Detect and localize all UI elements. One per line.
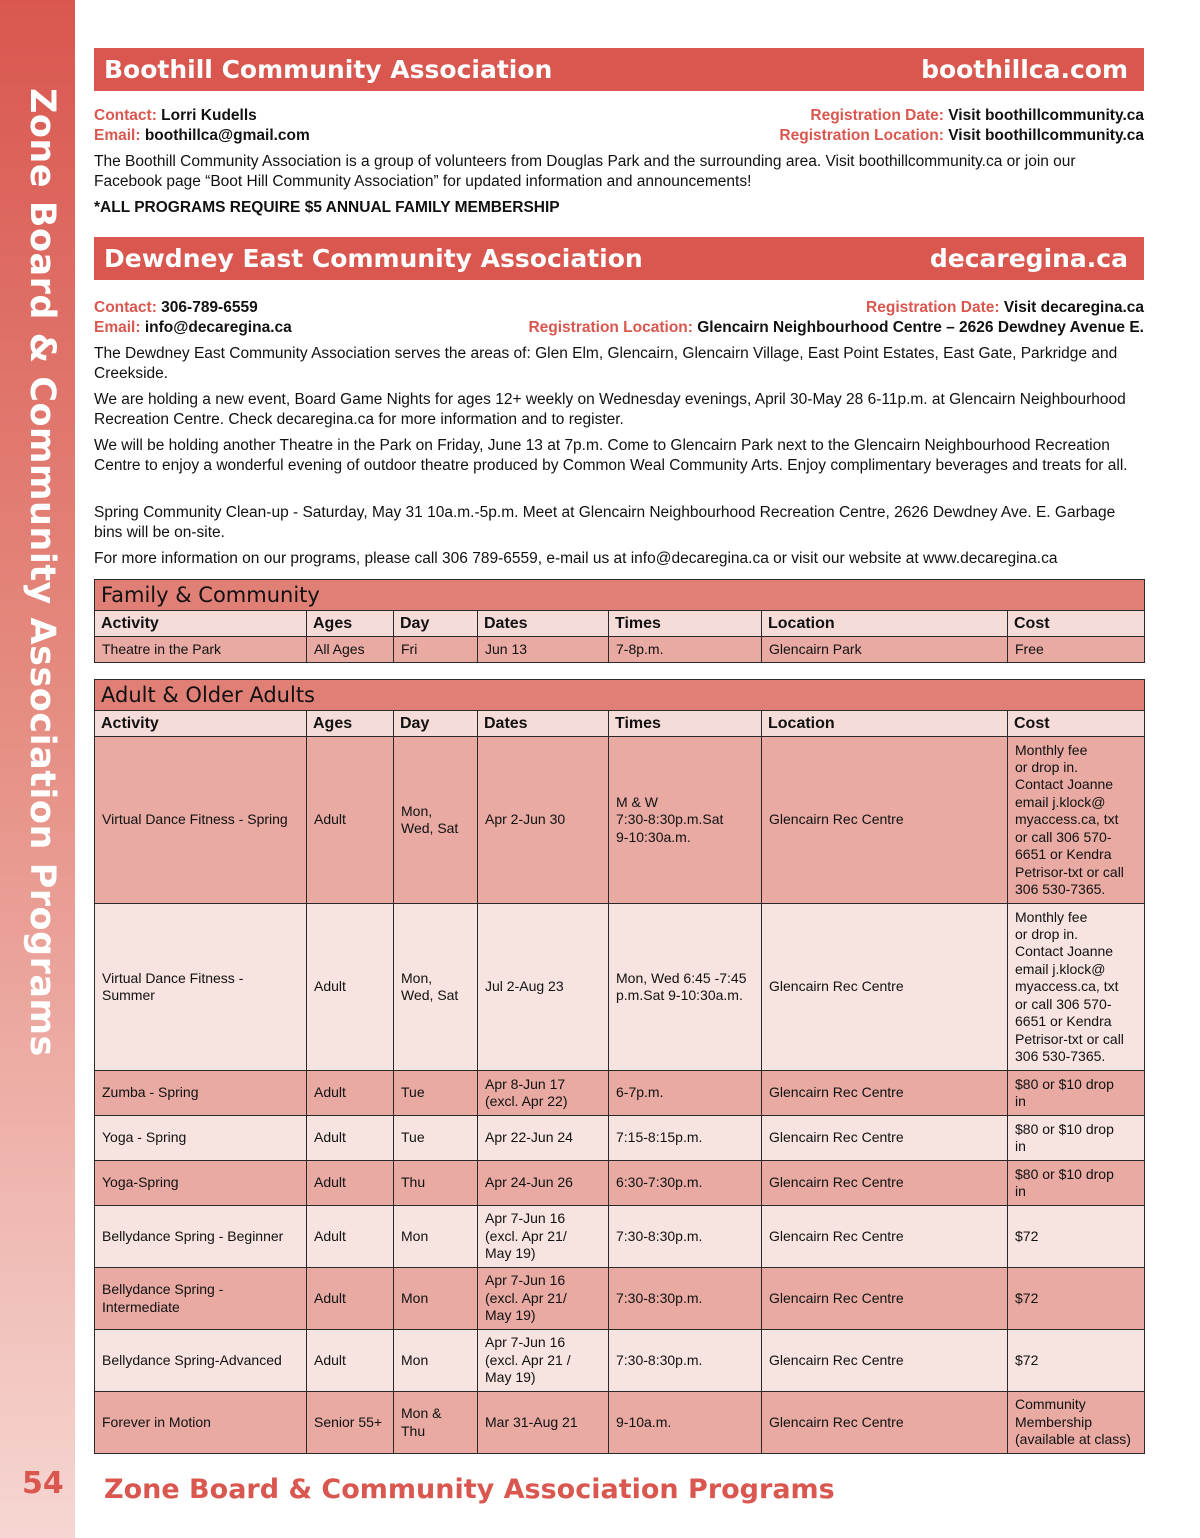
table-row (95, 1330, 1145, 1392)
activity-cell: Virtual Dance Fitness - Spring (95, 737, 307, 904)
dewdney-paragraph: The Dewdney East Community Association serves the areas of: Glen Elm, Glencairn, Glencairn Village, East Point Estates, East Gate, Parkridge and Creekside. (94, 345, 1118, 382)
day-cell: Tue (394, 1071, 478, 1116)
ages-cell: Adult (307, 904, 394, 1071)
times-cell: 6:30-7:30p.m. (609, 1161, 762, 1206)
day-cell: Thu (394, 1161, 478, 1206)
table-row (95, 1071, 1145, 1116)
location-cell: Glencairn Rec Centre (762, 1206, 1008, 1268)
cost-cell: $72 (1008, 1268, 1145, 1330)
day-cell: Mon, Wed, Sat (394, 737, 478, 904)
times-cell: 7-8p.m. (609, 637, 762, 663)
location-cell: Glencairn Rec Centre (762, 1330, 1008, 1392)
activity-cell: Yoga-Spring (95, 1161, 307, 1206)
boothill-membership-note: *ALL PROGRAMS REQUIRE $5 ANNUAL FAMILY MEMBERSHIP (94, 199, 560, 216)
times-cell: 9-10a.m. (609, 1392, 762, 1454)
family-community-table (94, 579, 1145, 663)
location-cell: Glencairn Rec Centre (762, 1071, 1008, 1116)
dewdney-name: Dewdney East Community Association (104, 244, 643, 273)
column-header: Day (394, 611, 478, 637)
dewdney-banner (94, 237, 1144, 280)
activity-cell: Bellydance Spring - Beginner (95, 1206, 307, 1268)
day-cell: Fri (394, 637, 478, 663)
table-category-title: Adult & Older Adults (95, 680, 1145, 711)
ages-cell: Adult (307, 1161, 394, 1206)
location-cell: Glencairn Rec Centre (762, 904, 1008, 1071)
table-row (95, 1206, 1145, 1268)
times-cell: 6-7p.m. (609, 1071, 762, 1116)
adult-older-adults-table (94, 679, 1145, 1454)
reg-date-value: Visit decaregina.ca (1003, 299, 1144, 316)
ages-cell: Adult (307, 1330, 394, 1392)
day-cell: Tue (394, 1116, 478, 1161)
location-cell: Glencairn Rec Centre (762, 1392, 1008, 1454)
day-cell: Mon (394, 1206, 478, 1268)
column-header: Day (394, 711, 478, 737)
contact-label: Contact: (94, 107, 157, 124)
boothill-name: Boothill Community Association (104, 55, 553, 84)
boothill-email-line (94, 126, 1144, 146)
column-header: Times (609, 611, 762, 637)
email-value[interactable]: info@decaregina.ca (144, 319, 292, 336)
dewdney-paragraph: Spring Community Clean-up - Saturday, May 31 10a.m.-5p.m. Meet at Glencairn Neighbourhood Recreation Centre, 2626 Dewdney Ave. E. Garbage bins will be on-site. (94, 504, 1116, 541)
table-row (95, 1392, 1145, 1454)
cost-cell: Free (1008, 637, 1145, 663)
ages-cell: All Ages (307, 637, 394, 663)
location-cell: Glencairn Rec Centre (762, 737, 1008, 904)
times-cell: 7:30-8:30p.m. (609, 1206, 762, 1268)
column-header: Dates (478, 611, 609, 637)
reg-date-value: Visit boothillcommunity.ca (948, 107, 1144, 124)
contact-value: 306-789-6559 (161, 299, 258, 316)
column-header: Times (609, 711, 762, 737)
table-row (95, 1161, 1145, 1206)
ages-cell: Adult (307, 1268, 394, 1330)
cost-cell: $80 or $10 drop in (1008, 1116, 1145, 1161)
cost-cell: Community Membership (available at class) (1008, 1392, 1145, 1454)
dates-cell: Apr 7-Jun 16 (excl. Apr 21/ May 19) (478, 1206, 609, 1268)
activity-cell: Zumba - Spring (95, 1071, 307, 1116)
page-number: 54 (22, 1466, 64, 1501)
column-header: Ages (307, 711, 394, 737)
times-cell: 7:30-8:30p.m. (609, 1330, 762, 1392)
boothill-contact-line (94, 106, 1144, 126)
dates-cell: Apr 7-Jun 16 (excl. Apr 21 / May 19) (478, 1330, 609, 1392)
table-category-title: Family & Community (95, 580, 1145, 611)
times-cell: Mon, Wed 6:45 -7:45 p.m.Sat 9-10:30a.m. (609, 904, 762, 1071)
day-cell: Mon & Thu (394, 1392, 478, 1454)
activity-cell: Bellydance Spring - Intermediate (95, 1268, 307, 1330)
dates-cell: Apr 8-Jun 17 (excl. Apr 22) (478, 1071, 609, 1116)
times-cell: 7:30-8:30p.m. (609, 1268, 762, 1330)
times-cell: 7:15-8:15p.m. (609, 1116, 762, 1161)
cost-cell: $72 (1008, 1206, 1145, 1268)
column-header: Location (762, 611, 1008, 637)
dewdney-paragraph: We will be holding another Theatre in the Park on Friday, June 13 at 7p.m. Come to Glencairn Park next to the Glencairn Neighbourhood Recreation Centre to enjoy a wonderful evening of outdoor theatre produced by Common Weal Community Arts. Enjoy complimentary beverages and treats for all. (94, 437, 1128, 474)
day-cell: Mon, Wed, Sat (394, 904, 478, 1071)
location-cell: Glencairn Park (762, 637, 1008, 663)
reg-location-label: Registration Location: (779, 127, 944, 144)
reg-date-label: Registration Date: (866, 299, 1000, 316)
ages-cell: Adult (307, 1071, 394, 1116)
email-label: Email: (94, 127, 141, 144)
boothill-description: The Boothill Community Association is a group of volunteers from Douglas Park and the surrounding area. Visit boothillcommunity.ca or join our Facebook page “Boot Hill Community Association” for updated information and announcements! (94, 153, 1076, 190)
cost-cell: Monthly fee or drop in. Contact Joanne email j.klock@ myaccess.ca, txt or call 306 570- 6651 or Kendra Petrisor-txt or call 306 530-7365. (1008, 737, 1145, 904)
dewdney-contact-line (94, 298, 1144, 318)
dates-cell: Apr 22-Jun 24 (478, 1116, 609, 1161)
reg-location-label: Registration Location: (528, 319, 693, 336)
ages-cell: Adult (307, 737, 394, 904)
cost-cell: $80 or $10 drop in (1008, 1071, 1145, 1116)
column-header: Activity (95, 711, 307, 737)
column-header: Ages (307, 611, 394, 637)
dates-cell: Apr 2-Jun 30 (478, 737, 609, 904)
table-row (95, 904, 1145, 1071)
column-header: Cost (1008, 711, 1145, 737)
times-cell: M & W 7:30-8:30p.m.Sat 9-10:30a.m. (609, 737, 762, 904)
activity-cell: Forever in Motion (95, 1392, 307, 1454)
email-value[interactable]: boothillca@gmail.com (144, 127, 310, 144)
column-header: Location (762, 711, 1008, 737)
dewdney-paragraph: For more information on our programs, please call 306 789-6559, e-mail us at info@decaregina.ca or visit our website at www.decaregina.ca (94, 550, 1058, 567)
cost-cell: Monthly fee or drop in. Contact Joanne email j.klock@ myaccess.ca, txt or call 306 570- 6651 or Kendra Petrisor-txt or call 306 530-7365. (1008, 904, 1145, 1071)
dewdney-email-line (94, 318, 1144, 338)
dates-cell: Jun 13 (478, 637, 609, 663)
location-cell: Glencairn Rec Centre (762, 1268, 1008, 1330)
footer-title: Zone Board & Community Association Programs (104, 1474, 835, 1505)
day-cell: Mon (394, 1330, 478, 1392)
dewdney-website[interactable]: decaregina.ca (929, 244, 1128, 273)
table-row (95, 1268, 1145, 1330)
activity-cell: Virtual Dance Fitness - Summer (95, 904, 307, 1071)
reg-location-value: Glencairn Neighbourhood Centre – 2626 Dewdney Avenue E. (697, 319, 1144, 336)
column-header: Dates (478, 711, 609, 737)
ages-cell: Senior 55+ (307, 1392, 394, 1454)
location-cell: Glencairn Rec Centre (762, 1161, 1008, 1206)
sidebar (0, 0, 75, 1538)
email-label: Email: (94, 319, 141, 336)
table-row (95, 1116, 1145, 1161)
table-row (95, 737, 1145, 904)
column-header: Cost (1008, 611, 1145, 637)
day-cell: Mon (394, 1268, 478, 1330)
boothill-website[interactable]: boothillca.com (921, 55, 1128, 84)
column-header: Activity (95, 611, 307, 637)
cost-cell: $72 (1008, 1330, 1145, 1392)
dates-cell: Mar 31-Aug 21 (478, 1392, 609, 1454)
location-cell: Glencairn Rec Centre (762, 1116, 1008, 1161)
dates-cell: Jul 2-Aug 23 (478, 904, 609, 1071)
activity-cell: Yoga - Spring (95, 1116, 307, 1161)
table-row (95, 637, 1145, 663)
dewdney-paragraph: We are holding a new event, Board Game Nights for ages 12+ weekly on Wednesday evenings, April 30-May 28 6-11p.m. at Glencairn Neighbourhood Recreation Centre. Check decaregina.ca for more information and to register. (94, 391, 1126, 428)
activity-cell: Bellydance Spring-Advanced (95, 1330, 307, 1392)
dates-cell: Apr 24-Jun 26 (478, 1161, 609, 1206)
sidebar-title: Zone Board & Community Association Programs (22, 88, 62, 1057)
reg-location-value: Visit boothillcommunity.ca (948, 127, 1144, 144)
dates-cell: Apr 7-Jun 16 (excl. Apr 21/ May 19) (478, 1268, 609, 1330)
ages-cell: Adult (307, 1116, 394, 1161)
reg-date-label: Registration Date: (810, 107, 944, 124)
contact-label: Contact: (94, 299, 157, 316)
ages-cell: Adult (307, 1206, 394, 1268)
cost-cell: $80 or $10 drop in (1008, 1161, 1145, 1206)
activity-cell: Theatre in the Park (95, 637, 307, 663)
boothill-banner (94, 48, 1144, 91)
contact-value: Lorri Kudells (161, 107, 257, 124)
